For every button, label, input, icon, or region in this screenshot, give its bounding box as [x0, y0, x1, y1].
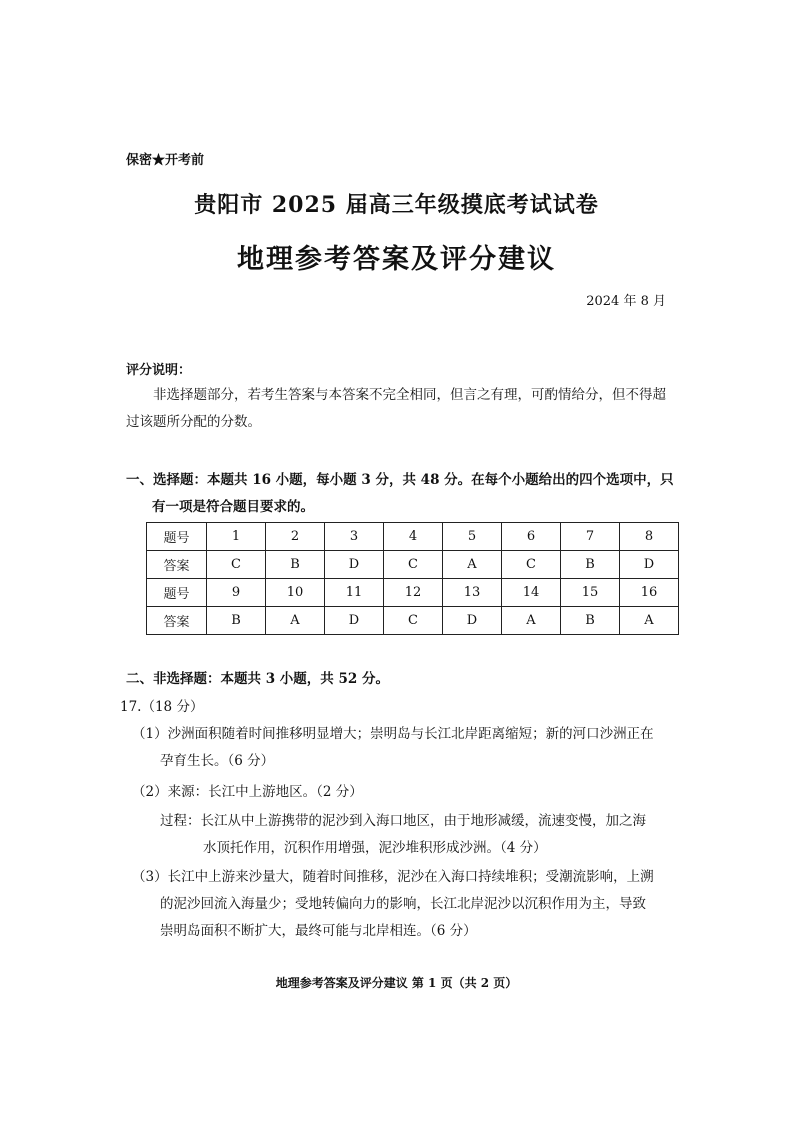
- table-cell: A: [266, 607, 325, 635]
- scoring-notes-heading: 评分说明：: [126, 363, 192, 378]
- document-subtitle: 地理参考答案及评分建议: [237, 244, 556, 275]
- answer-17-3-line2: 的泥沙回流入海量少；受地转偏向力的影响，长江北岸泥沙以沉积作用为主，导致: [160, 896, 646, 912]
- table-cell: B: [561, 551, 620, 579]
- answer-17-2-line3: 水顶托作用，沉积作用增强，泥沙堆积形成沙洲。（4 分）: [203, 840, 547, 856]
- table-row: [147, 551, 679, 579]
- question-17-heading: 17.（18 分）: [120, 699, 204, 715]
- classified-label: 保密★开考前: [126, 153, 205, 168]
- row-label-question: 题号: [147, 579, 207, 607]
- table-row: [147, 579, 679, 607]
- table-cell: 1: [207, 523, 266, 551]
- answer-17-2-line2: 过程：长江从中上游携带的泥沙到入海口地区，由于地形减缓，流速变慢，加之海: [160, 813, 646, 829]
- section2-heading: 二、非选择题：本题共 3 小题，共 52 分。: [126, 671, 389, 687]
- table-cell: D: [325, 607, 384, 635]
- answer-17-1-line1: （1）沙洲面积随着时间推移明显增大；崇明岛与长江北岸距离缩短；新的河口沙洲正在: [132, 726, 654, 742]
- table-cell: 13: [443, 579, 502, 607]
- table-cell: 6: [502, 523, 561, 551]
- table-cell: C: [207, 551, 266, 579]
- row-label-answer: 答案: [147, 607, 207, 635]
- table-cell: 4: [384, 523, 443, 551]
- table-cell: A: [620, 607, 679, 635]
- table-cell: 14: [502, 579, 561, 607]
- section1-heading-cont: 有一项是符合题目要求的。: [152, 499, 314, 515]
- table-cell: 11: [325, 579, 384, 607]
- table-cell: 3: [325, 523, 384, 551]
- table-cell: 5: [443, 523, 502, 551]
- table-cell: C: [384, 607, 443, 635]
- table-cell: C: [502, 551, 561, 579]
- table-cell: 12: [384, 579, 443, 607]
- answer-17-2-line1: （2）来源：长江中上游地区。（2 分）: [132, 784, 363, 800]
- table-cell: D: [325, 551, 384, 579]
- table-cell: 8: [620, 523, 679, 551]
- table-cell: A: [443, 551, 502, 579]
- row-label-question: 题号: [147, 523, 207, 551]
- table-cell: D: [443, 607, 502, 635]
- answer-17-1-line2: 孕育生长。（6 分）: [160, 753, 275, 769]
- table-cell: 2: [266, 523, 325, 551]
- exam-title: 贵阳市 2025 届高三年级摸底考试试卷: [194, 192, 599, 218]
- scoring-notes-text: 非选择题部分，若考生答案与本答案不完全相同，但言之有理，可酌情给分，但不得超过该题所分配的分数。: [126, 387, 666, 430]
- table-cell: A: [502, 607, 561, 635]
- answer-table: [146, 522, 679, 635]
- table-cell: B: [266, 551, 325, 579]
- row-label-answer: 答案: [147, 551, 207, 579]
- table-cell: 15: [561, 579, 620, 607]
- table-row: [147, 523, 679, 551]
- table-cell: B: [561, 607, 620, 635]
- answer-17-3-line3: 崇明岛面积不断扩大，最终可能与北岸相连。（6 分）: [160, 923, 477, 939]
- table-row: [147, 607, 679, 635]
- table-cell: C: [384, 551, 443, 579]
- table-cell: 16: [620, 579, 679, 607]
- answer-17-3-line1: （3）长江中上游来沙量大，随着时间推移，泥沙在入海口持续堆积；受潮流影响，上溯: [132, 869, 654, 885]
- table-cell: D: [620, 551, 679, 579]
- section1-heading: 一、选择题：本题共 16 小题，每小题 3 分，共 48 分。在每个小题给出的四个选项中，只: [126, 472, 674, 488]
- page-footer: 地理参考答案及评分建议 第 1 页（共 2 页）: [275, 976, 518, 990]
- table-cell: 9: [207, 579, 266, 607]
- table-cell: 10: [266, 579, 325, 607]
- table-cell: 7: [561, 523, 620, 551]
- table-cell: B: [207, 607, 266, 635]
- document-date: 2024 年 8 月: [586, 294, 666, 309]
